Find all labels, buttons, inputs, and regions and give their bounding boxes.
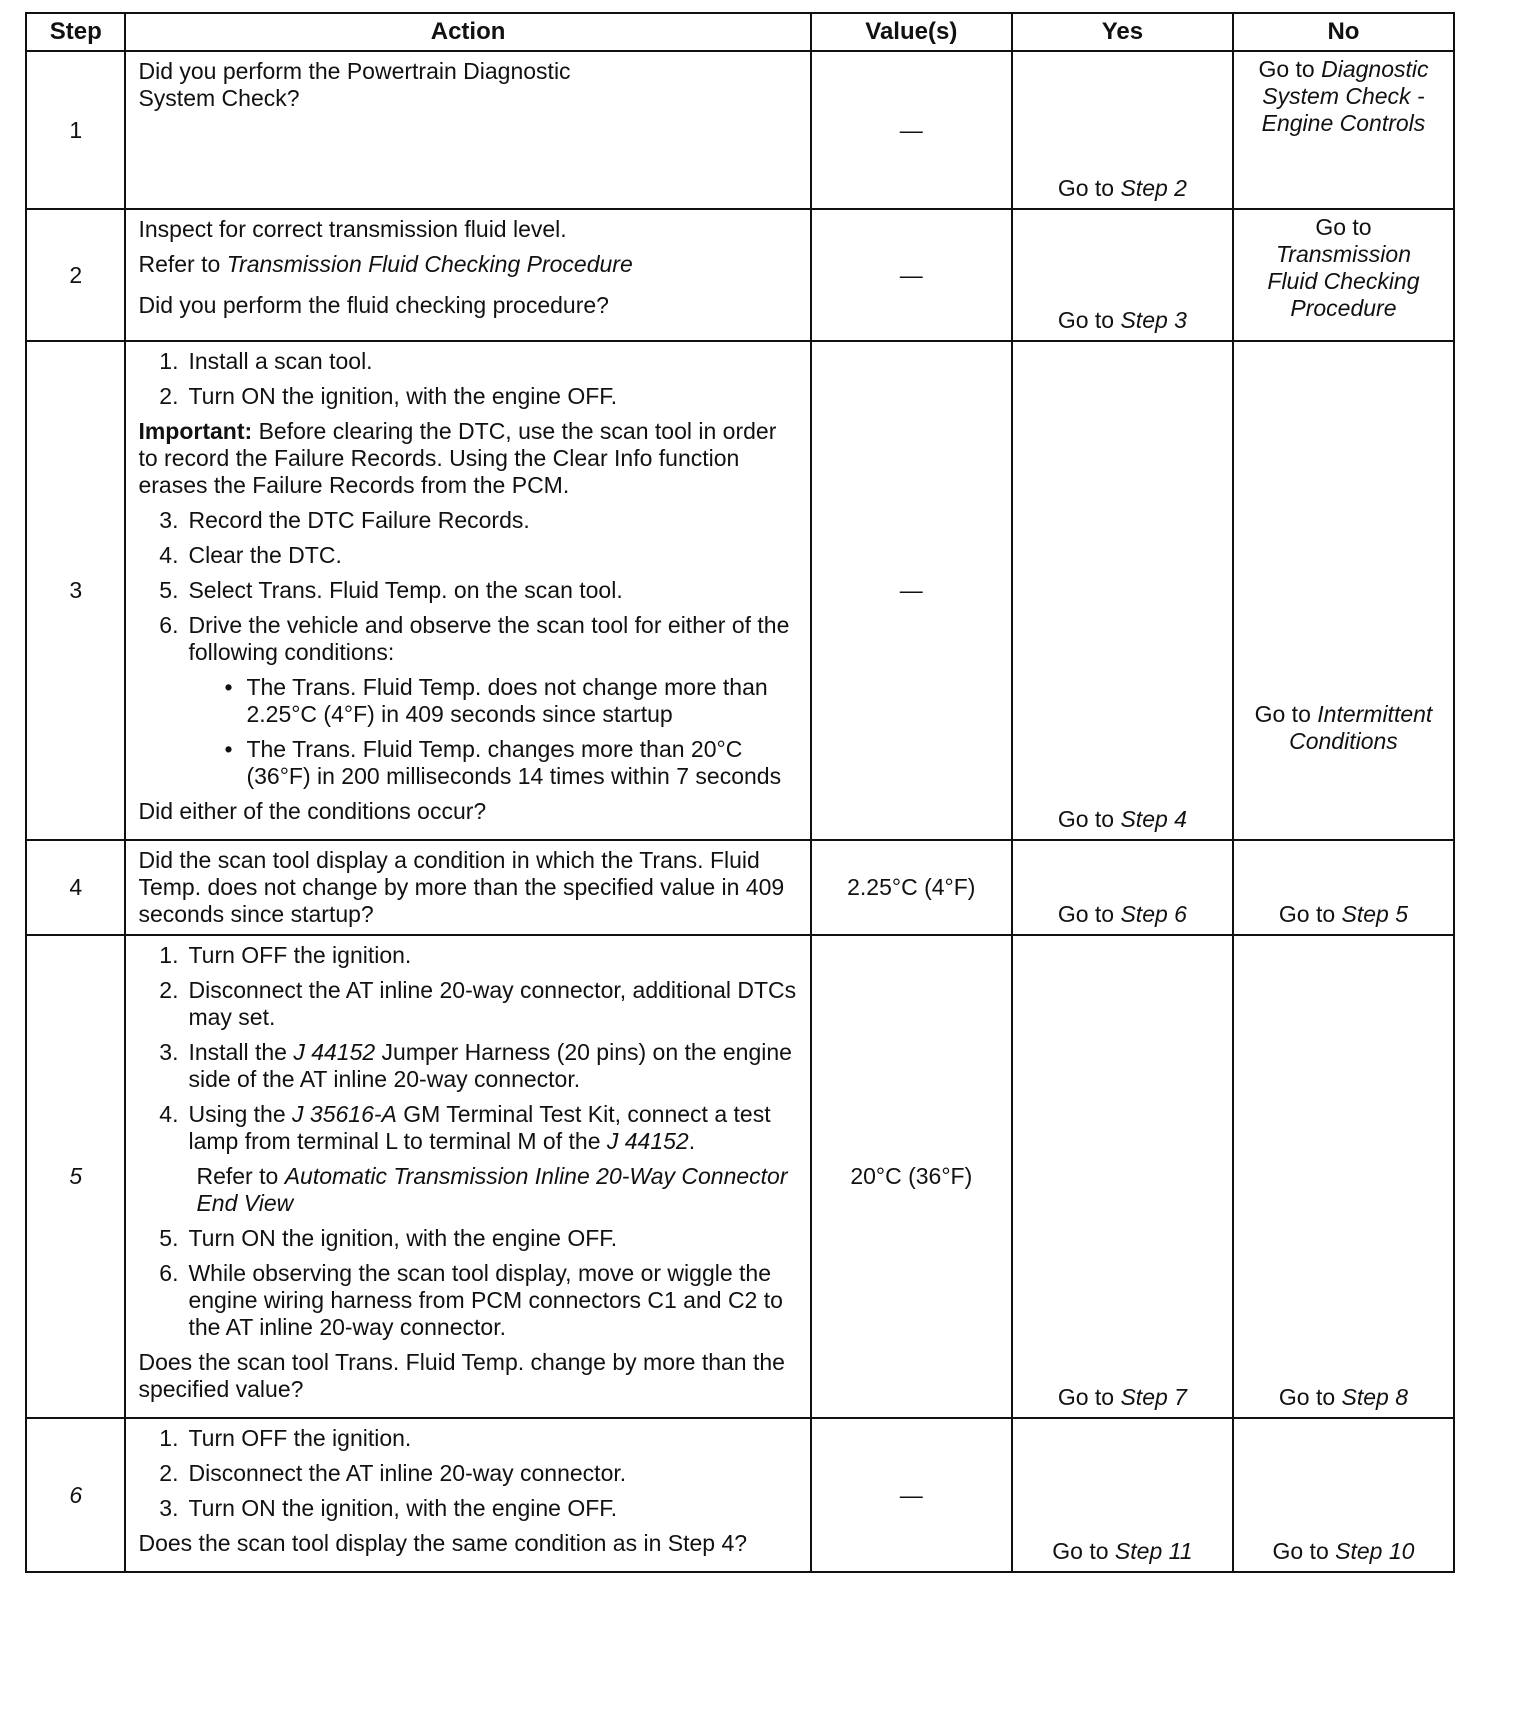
list-item: 6. Drive the vehicle and observe the scan tool for either of the following conditions: — [159, 612, 790, 665]
action-cell — [125, 840, 810, 935]
tool-ref: J 44152 — [606, 1128, 689, 1154]
action-question: Did either of the conditions occur? — [138, 798, 487, 824]
step-number: 2 — [26, 209, 125, 341]
list-item: 2. Turn ON the ignition, with the engine OFF. — [159, 383, 618, 409]
value-cell: 20°C (36°F) — [811, 935, 1012, 1418]
value-cell: — — [811, 341, 1012, 840]
yes-cell: Go to Step 6 — [1012, 840, 1233, 935]
yes-cell: Go to Step 11 — [1012, 1418, 1233, 1572]
header-step: Step — [26, 13, 125, 51]
value-cell: — — [811, 51, 1012, 209]
tool-ref: J 44152 — [293, 1039, 376, 1065]
refer-link[interactable]: Automatic Transmission Inline 20-Way Connector End View — [196, 1163, 788, 1216]
header-row — [26, 13, 1454, 51]
no-link[interactable]: Step 10 — [1335, 1538, 1415, 1564]
action-question: Did you perform the Powertrain Diagnostic System Check? — [138, 58, 571, 111]
list-item: 2. Disconnect the AT inline 20-way connector. — [159, 1460, 627, 1486]
action-question: Did the scan tool display a condition in which the Trans. Fluid Temp. does not change by more than the specified value in 409 seconds since startup? — [138, 847, 785, 927]
list-item: 3. Turn ON the ignition, with the engine OFF. — [159, 1495, 618, 1521]
step-number: 1 — [26, 51, 125, 209]
yes-link[interactable]: Step 4 — [1120, 806, 1187, 832]
list-item: 2. Disconnect the AT inline 20-way connector, additional DTCs may set. — [159, 977, 797, 1030]
yes-link[interactable]: Step 3 — [1120, 307, 1187, 333]
action-question: Did you perform the fluid checking procedure? — [138, 292, 609, 318]
value-cell: 2.25°C (4°F) — [811, 840, 1012, 935]
table-row-step-5 — [26, 935, 1454, 1418]
yes-link[interactable]: Step 2 — [1120, 175, 1187, 201]
no-cell: Go to Step 8 — [1233, 935, 1454, 1418]
header-action: Action — [125, 13, 810, 51]
action-question: Does the scan tool display the same condition as in Step 4? — [138, 1530, 748, 1556]
list-item: 1. Turn OFF the ignition. — [159, 1425, 412, 1451]
tool-ref: J 35616-A — [292, 1101, 397, 1127]
step-number: 3 — [26, 341, 125, 840]
list-item: 4. Using the J 35616-A GM Terminal Test Kit, connect a test lamp from terminal L to terminal M of the J 44152. — [159, 1101, 771, 1154]
list-item: 5. Select Trans. Fluid Temp. on the scan tool. — [159, 577, 623, 603]
value-cell: — — [811, 1418, 1012, 1572]
list-item: 1. Turn OFF the ignition. — [159, 942, 412, 968]
yes-link[interactable]: Step 7 — [1120, 1384, 1187, 1410]
yes-cell: Go to Step 4 — [1012, 341, 1233, 840]
list-item: 3. Record the DTC Failure Records. — [159, 507, 530, 533]
step-number: 5 — [26, 935, 125, 1418]
action-cell — [125, 209, 810, 341]
bullet-item: • The Trans. Fluid Temp. changes more than 20°C (36°F) in 200 milliseconds 14 times within 7 seconds — [224, 736, 782, 789]
no-link[interactable]: Step 8 — [1341, 1384, 1409, 1410]
list-item: 1. Install a scan tool. — [159, 348, 373, 374]
no-cell: Go to Diagnostic System Check - Engine Controls — [1233, 51, 1454, 209]
no-link[interactable]: Diagnostic System Check - Engine Controls — [1261, 56, 1429, 136]
yes-cell: Go to Step 3 — [1012, 209, 1233, 341]
refer-link[interactable]: Transmission Fluid Checking Procedure — [226, 251, 633, 277]
action-refer: Refer to Automatic Transmission Inline 20-Way Connector End View — [196, 1163, 788, 1216]
yes-link[interactable]: Step 11 — [1114, 1538, 1193, 1564]
yes-cell: Go to Step 7 — [1012, 935, 1233, 1418]
action-cell — [125, 935, 810, 1418]
value-cell: — — [811, 209, 1012, 341]
no-cell: Go to Intermittent Conditions — [1233, 341, 1454, 840]
list-item: 6. While observing the scan tool display, move or wiggle the engine wiring harness from PCM connectors C1 and C2 to the AT inline 20-way connector. — [159, 1260, 783, 1340]
header-values: Value(s) — [811, 13, 1012, 51]
yes-link[interactable]: Step 6 — [1120, 901, 1187, 927]
bullet-item: • The Trans. Fluid Temp. does not change more than 2.25°C (4°F) in 409 seconds since startup — [224, 674, 768, 727]
action-refer: Refer to Transmission Fluid Checking Procedure — [138, 251, 633, 277]
list-item: 4. Clear the DTC. — [159, 542, 342, 568]
no-link[interactable]: Intermittent Conditions — [1289, 701, 1433, 754]
no-link[interactable]: Step 5 — [1341, 901, 1409, 927]
diagnostic-table — [25, 12, 1455, 1573]
list-item: 5. Turn ON the ignition, with the engine OFF. — [159, 1225, 618, 1251]
yes-cell: Go to Step 2 — [1012, 51, 1233, 209]
table-row-step-1 — [26, 51, 1454, 209]
important-note: Important: Before clearing the DTC, use the scan tool in order to record the Failure Records. Using the Clear Info function erases the Failure Records from the PCM. — [138, 418, 777, 498]
action-cell — [125, 51, 810, 209]
list-item: 3. Install the J 44152 Jumper Harness (20 pins) on the engine side of the AT inline 20-way connector. — [159, 1039, 792, 1092]
step-number: 6 — [26, 1418, 125, 1572]
table-row-step-3 — [26, 341, 1454, 840]
step-number: 4 — [26, 840, 125, 935]
action-cell — [125, 341, 810, 840]
header-no: No — [1233, 13, 1454, 51]
table-row-step-6 — [26, 1418, 1454, 1572]
no-cell: Go to Step 5 — [1233, 840, 1454, 935]
action-cell — [125, 1418, 810, 1572]
no-cell: Go to Transmission Fluid Checking Procedure — [1233, 209, 1454, 341]
table-row-step-4 — [26, 840, 1454, 935]
no-cell: Go to Step 10 — [1233, 1418, 1454, 1572]
action-text: Inspect for correct transmission fluid level. — [138, 216, 567, 242]
table-row-step-2 — [26, 209, 1454, 341]
no-link[interactable]: Transmission Fluid Checking Procedure — [1267, 241, 1420, 321]
action-question: Does the scan tool Trans. Fluid Temp. change by more than the specified value? — [138, 1349, 785, 1402]
header-yes: Yes — [1012, 13, 1233, 51]
